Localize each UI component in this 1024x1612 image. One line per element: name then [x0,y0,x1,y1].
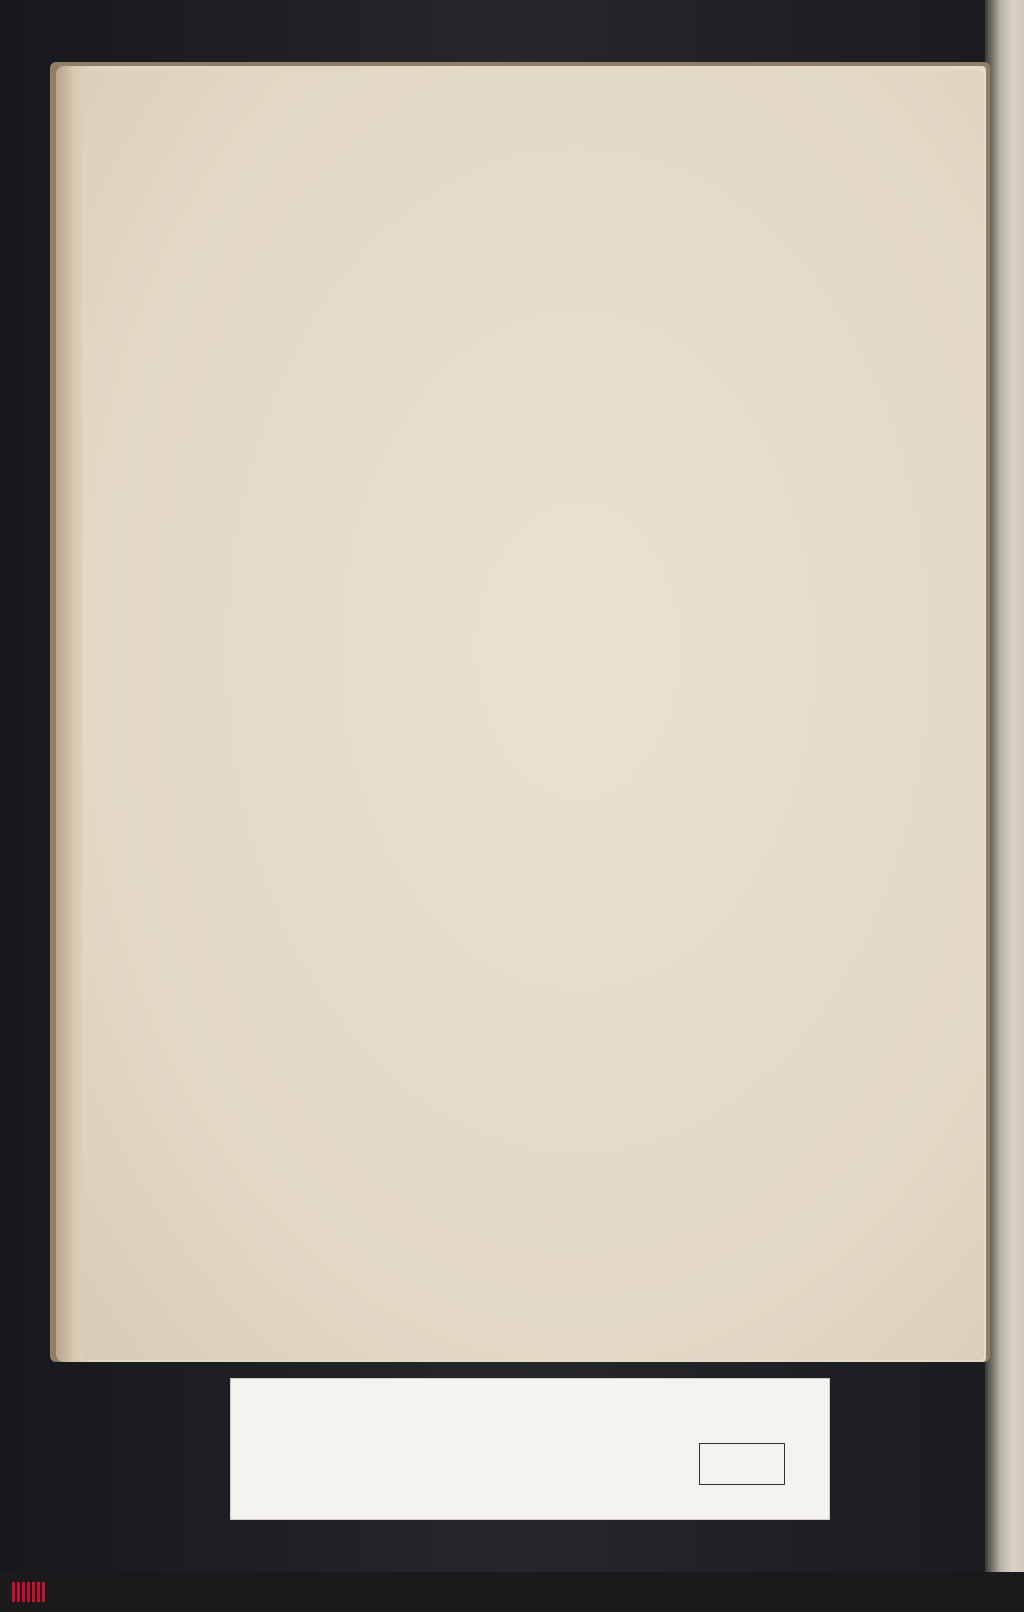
swatch-black [700,1444,721,1484]
ruler [297,1441,563,1481]
swatch-white [763,1444,784,1484]
book-page [82,70,984,1360]
section-heading [308,142,908,192]
footer-bar [0,1572,1024,1612]
next-page-edge [985,0,1024,1572]
hab-logo-icon [12,1580,46,1604]
page-text [308,140,908,194]
gray-swatches [699,1443,785,1485]
color-calibration-bar [230,1378,830,1520]
swatch-light-gray [742,1444,763,1484]
swatch-dark-gray [721,1444,742,1484]
